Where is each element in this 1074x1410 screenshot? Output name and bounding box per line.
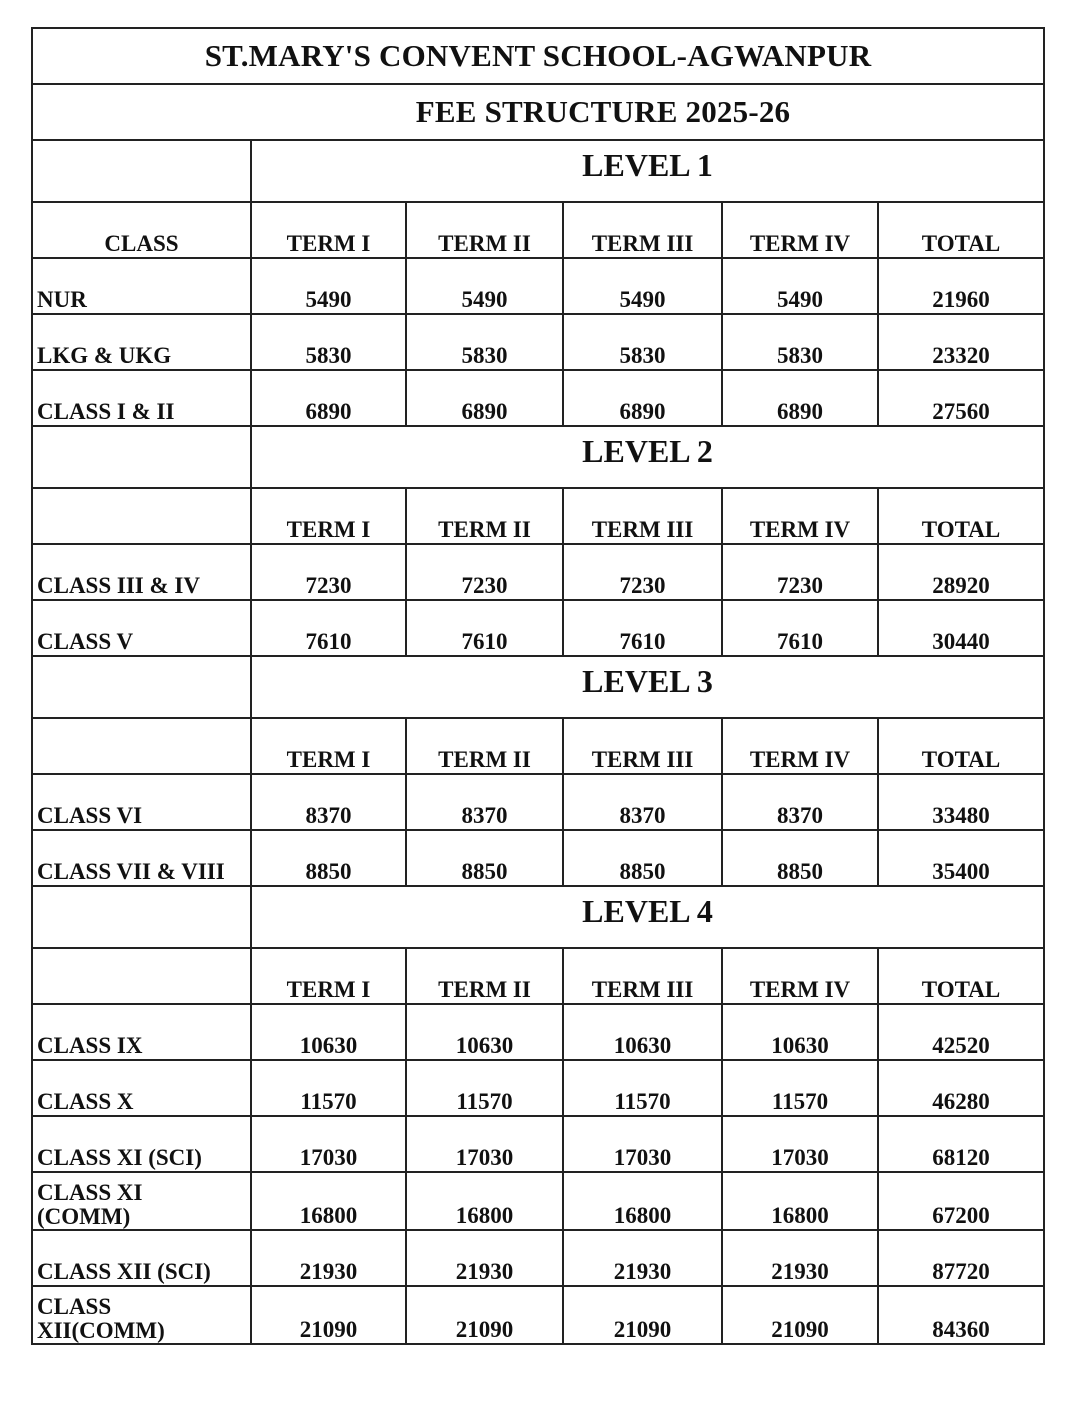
term-3-fee: 7230 <box>563 544 722 600</box>
class-name: CLASS III & IV <box>32 544 251 600</box>
term-4-fee: 8370 <box>722 774 878 830</box>
term-4-header: TERM IV <box>722 202 878 258</box>
term-3-fee: 21930 <box>563 1230 722 1286</box>
level-3-heading: LEVEL 3 <box>251 656 1044 718</box>
total-fee: 87720 <box>878 1230 1044 1286</box>
term-3-header: TERM III <box>563 948 722 1004</box>
total-header: TOTAL <box>878 718 1044 774</box>
term-1-fee: 11570 <box>251 1060 406 1116</box>
table-row <box>32 1116 1044 1172</box>
term-3-fee: 7610 <box>563 600 722 656</box>
total-fee: 21960 <box>878 258 1044 314</box>
term-2-fee: 21090 <box>406 1286 563 1344</box>
level-1-heading: LEVEL 1 <box>251 140 1044 202</box>
term-1-fee: 7610 <box>251 600 406 656</box>
term-1-fee: 6890 <box>251 370 406 426</box>
term-2-fee: 21930 <box>406 1230 563 1286</box>
term-3-fee: 5490 <box>563 258 722 314</box>
term-4-fee: 8850 <box>722 830 878 886</box>
table-row <box>32 1004 1044 1060</box>
class-name-line-1: CLASS <box>37 1294 112 1319</box>
term-2-fee: 6890 <box>406 370 563 426</box>
fee-structure-sheet <box>31 27 1043 1345</box>
class-column-blank <box>32 718 251 774</box>
table-row <box>32 600 1044 656</box>
term-4-header: TERM IV <box>722 718 878 774</box>
term-2-header: TERM II <box>406 202 563 258</box>
term-3-header: TERM III <box>563 488 722 544</box>
term-4-fee: 17030 <box>722 1116 878 1172</box>
term-4-fee: 5830 <box>722 314 878 370</box>
class-name: CLASS V <box>32 600 251 656</box>
term-2-fee: 7230 <box>406 544 563 600</box>
table-row <box>32 1060 1044 1116</box>
total-fee: 27560 <box>878 370 1044 426</box>
term-3-fee: 10630 <box>563 1004 722 1060</box>
term-4-fee: 10630 <box>722 1004 878 1060</box>
term-1-fee: 21930 <box>251 1230 406 1286</box>
table-row <box>32 774 1044 830</box>
term-1-fee: 7230 <box>251 544 406 600</box>
class-name <box>32 1286 251 1344</box>
total-fee: 35400 <box>878 830 1044 886</box>
total-header: TOTAL <box>878 948 1044 1004</box>
term-3-fee: 11570 <box>563 1060 722 1116</box>
class-name: CLASS X <box>32 1060 251 1116</box>
term-4-header: TERM IV <box>722 488 878 544</box>
term-4-header: TERM IV <box>722 948 878 1004</box>
term-1-fee: 10630 <box>251 1004 406 1060</box>
table-row <box>32 258 1044 314</box>
table-row <box>32 370 1044 426</box>
total-fee: 33480 <box>878 774 1044 830</box>
class-column-blank <box>32 488 251 544</box>
class-name: LKG & UKG <box>32 314 251 370</box>
term-3-fee: 5830 <box>563 314 722 370</box>
term-4-fee: 11570 <box>722 1060 878 1116</box>
total-header: TOTAL <box>878 488 1044 544</box>
class-name-line-2: XII(COMM) <box>37 1318 165 1343</box>
total-fee: 68120 <box>878 1116 1044 1172</box>
level-blank-cell <box>32 140 251 202</box>
total-fee: 67200 <box>878 1172 1044 1230</box>
table-row <box>32 314 1044 370</box>
level-2-heading: LEVEL 2 <box>251 426 1044 488</box>
term-2-fee: 17030 <box>406 1116 563 1172</box>
term-3-fee: 8370 <box>563 774 722 830</box>
term-1-fee: 5490 <box>251 258 406 314</box>
term-2-fee: 5490 <box>406 258 563 314</box>
term-4-fee: 21930 <box>722 1230 878 1286</box>
class-name: CLASS XI (SCI) <box>32 1116 251 1172</box>
class-name: CLASS VII & VIII <box>32 830 251 886</box>
term-3-fee: 16800 <box>563 1172 722 1230</box>
term-3-header: TERM III <box>563 718 722 774</box>
class-name: CLASS VI <box>32 774 251 830</box>
table-row <box>32 1172 1044 1230</box>
term-2-fee: 7610 <box>406 600 563 656</box>
level-blank-cell <box>32 426 251 488</box>
class-name: CLASS XII (SCI) <box>32 1230 251 1286</box>
class-name: CLASS I & II <box>32 370 251 426</box>
term-1-fee: 17030 <box>251 1116 406 1172</box>
total-fee: 28920 <box>878 544 1044 600</box>
term-2-fee: 10630 <box>406 1004 563 1060</box>
total-fee: 30440 <box>878 600 1044 656</box>
total-fee: 46280 <box>878 1060 1044 1116</box>
term-4-fee: 6890 <box>722 370 878 426</box>
term-1-fee: 21090 <box>251 1286 406 1344</box>
table-row <box>32 1286 1044 1344</box>
total-header: TOTAL <box>878 202 1044 258</box>
total-fee: 23320 <box>878 314 1044 370</box>
level-blank-cell <box>32 656 251 718</box>
total-fee: 84360 <box>878 1286 1044 1344</box>
term-4-fee: 16800 <box>722 1172 878 1230</box>
table-row <box>32 1230 1044 1286</box>
table-row <box>32 830 1044 886</box>
table-row <box>32 544 1044 600</box>
class-name-line-1: CLASS XI <box>37 1180 143 1205</box>
term-2-fee: 16800 <box>406 1172 563 1230</box>
term-2-header: TERM II <box>406 948 563 1004</box>
term-1-fee: 8370 <box>251 774 406 830</box>
class-name <box>32 1172 251 1230</box>
level-blank-cell <box>32 886 251 948</box>
term-3-fee: 6890 <box>563 370 722 426</box>
term-1-header: TERM I <box>251 488 406 544</box>
term-2-header: TERM II <box>406 718 563 774</box>
term-1-header: TERM I <box>251 202 406 258</box>
level-4-heading: LEVEL 4 <box>251 886 1044 948</box>
term-1-header: TERM I <box>251 948 406 1004</box>
term-4-fee: 5490 <box>722 258 878 314</box>
term-1-fee: 5830 <box>251 314 406 370</box>
term-2-fee: 8370 <box>406 774 563 830</box>
class-name: CLASS IX <box>32 1004 251 1060</box>
term-3-fee: 21090 <box>563 1286 722 1344</box>
term-1-fee: 16800 <box>251 1172 406 1230</box>
term-3-fee: 17030 <box>563 1116 722 1172</box>
class-column-header: CLASS <box>32 202 251 258</box>
fee-structure-title: FEE STRUCTURE 2025-26 <box>32 84 1044 140</box>
term-2-fee: 11570 <box>406 1060 563 1116</box>
class-column-blank <box>32 948 251 1004</box>
total-fee: 42520 <box>878 1004 1044 1060</box>
term-1-fee: 8850 <box>251 830 406 886</box>
term-4-fee: 21090 <box>722 1286 878 1344</box>
term-2-header: TERM II <box>406 488 563 544</box>
class-name: NUR <box>32 258 251 314</box>
school-name: ST.MARY'S CONVENT SCHOOL-AGWANPUR <box>32 28 1044 84</box>
term-2-fee: 5830 <box>406 314 563 370</box>
term-4-fee: 7230 <box>722 544 878 600</box>
fee-table <box>31 27 1045 1345</box>
term-4-fee: 7610 <box>722 600 878 656</box>
class-name-line-2: (COMM) <box>37 1204 131 1229</box>
term-3-header: TERM III <box>563 202 722 258</box>
term-3-fee: 8850 <box>563 830 722 886</box>
term-1-header: TERM I <box>251 718 406 774</box>
term-2-fee: 8850 <box>406 830 563 886</box>
